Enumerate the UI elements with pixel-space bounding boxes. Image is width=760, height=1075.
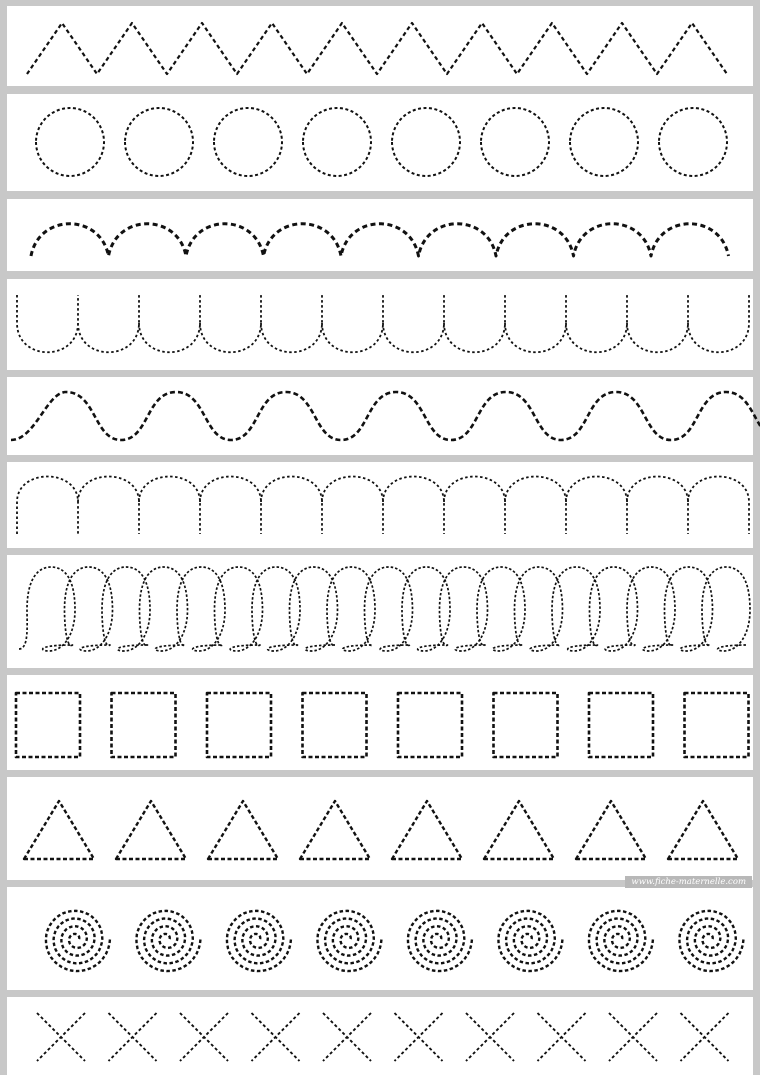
triangle-shape [116,801,186,859]
square-shape [16,693,80,757]
spiral-shape [589,911,653,971]
circle-shape [481,108,549,176]
square-shape [398,693,462,757]
loop-line [19,567,750,651]
cross-shape [395,1013,443,1061]
square-shape [589,693,653,757]
cross-shape [180,1013,228,1061]
cross-shape [609,1013,657,1061]
spiral-shape [679,911,743,971]
cross-shape [538,1013,586,1061]
triangle-shape [24,801,94,859]
row-u-cups [7,279,753,370]
triangle-shape [208,801,278,859]
row-zigzag [7,6,753,86]
circle-shape [303,108,371,176]
watermark-text: www.fiche-maternelle.com [625,876,752,888]
u-cup-line [17,295,749,352]
row-crosses [7,997,753,1075]
cross-shape [681,1013,729,1061]
circle-shape [392,108,460,176]
zigzag-line [27,23,727,74]
spiral-shape [227,911,291,971]
spiral-shape [498,911,562,971]
circle-shape [36,108,104,176]
row-triangles [7,777,753,880]
row-spirals [7,887,753,990]
spiral-shape [46,911,110,971]
row-loops [7,555,753,668]
square-shape [494,693,558,757]
n-arch-line [17,477,749,535]
triangle-shape [576,801,646,859]
square-shape [112,693,176,757]
row-n-arches [7,462,753,548]
spiral-shape [317,911,381,971]
triangle-shape [668,801,738,859]
cross-shape [37,1013,85,1061]
row-arches [7,199,753,271]
spiral-shape [136,911,200,971]
cross-shape [252,1013,300,1061]
row-squares [7,675,753,770]
wave-line [11,392,760,440]
circle-shape [659,108,727,176]
square-shape [207,693,271,757]
cross-shape [466,1013,514,1061]
triangle-shape [484,801,554,859]
row-waves [7,377,753,455]
arch-line [31,224,729,256]
row-circles [7,94,753,191]
square-shape [685,693,749,757]
cross-shape [109,1013,157,1061]
circle-shape [570,108,638,176]
circle-shape [214,108,282,176]
cross-shape [323,1013,371,1061]
spiral-shape [408,911,472,971]
triangle-shape [392,801,462,859]
square-shape [303,693,367,757]
circle-shape [125,108,193,176]
triangle-shape [300,801,370,859]
